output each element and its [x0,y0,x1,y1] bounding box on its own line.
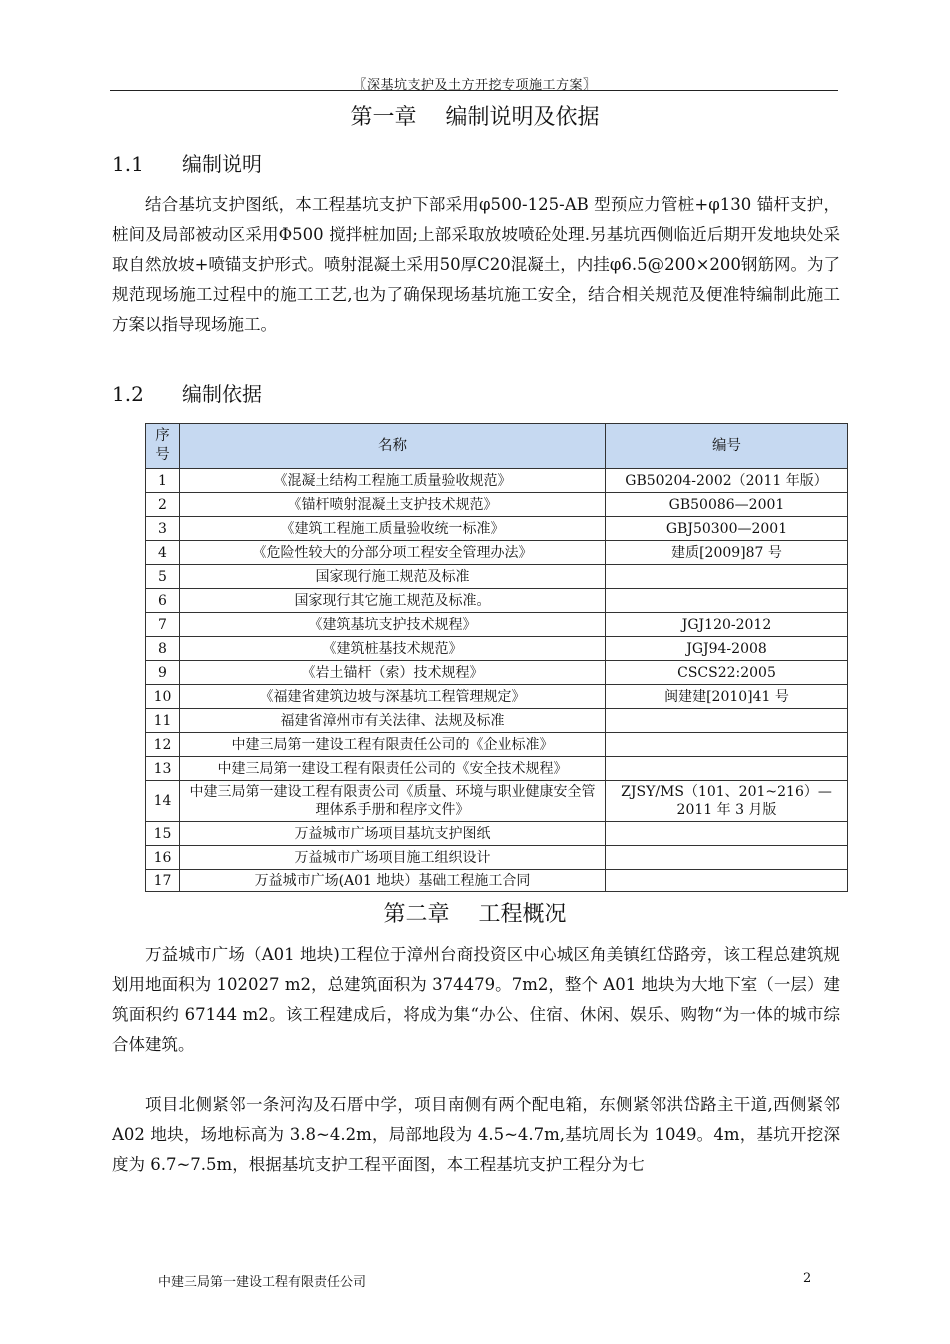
cell-seq: 5 [146,565,180,589]
chapter-2-title: 第二章 工程概况 [383,902,567,927]
cell-code: JGJ94-2008 [606,637,848,661]
table-row [146,637,848,661]
cell-seq: 13 [146,757,180,781]
cell-name: 《危险性较大的分部分项工程安全管理办法》 [180,541,606,565]
section-title: 编制依据 [182,382,262,406]
table-row [146,565,848,589]
reference-standards-table [145,423,848,892]
cell-seq: 12 [146,733,180,757]
cell-code [606,870,848,892]
cell-code: CSCS22:2005 [606,661,848,685]
table-header-row [146,424,848,469]
table-row [146,517,848,541]
cell-seq: 3 [146,517,180,541]
header-code: 编号 [606,424,848,469]
table-body [146,469,848,892]
cell-name: 中建三局第一建设工程有限责任公司的《企业标准》 [180,733,606,757]
header-name: 名称 [180,424,606,469]
cell-name: 《混凝土结构工程施工质量验收规范》 [180,469,606,493]
section-1-1-heading [112,148,262,177]
cell-code [606,709,848,733]
section-1-2-heading [112,378,262,407]
paragraph-text: 万益城市广场（A01 地块)工程位于漳州台商投资区中心城区角美镇红岱路旁，该工程总建筑规划用地面积为 102027 m2，总建筑面积为 374479。7m2，整个 A01 地块为大地下室（一层）建筑面积约 67144 m2。该工程建成后，将成为集“办公、住宿、休闲、娱乐、购物“为一体的城市综合体建筑。 [112,945,840,1054]
cell-seq: 6 [146,589,180,613]
cell-code [606,565,848,589]
table-row [146,757,848,781]
cell-name: 万益城市广场项目基坑支护图纸 [180,822,606,846]
table-row [146,469,848,493]
cell-name: 中建三局第一建设工程有限责公司《质量、环境与职业健康安全管理体系手册和程序文件》 [180,781,606,822]
running-header: 〖深基坑支护及土方开挖专项施工方案〗 [353,78,597,93]
cell-seq: 11 [146,709,180,733]
footer-company: 中建三局第一建设工程有限责任公司 [158,1275,367,1290]
cell-code: GBJ50300—2001 [606,517,848,541]
cell-name: 《锚杆喷射混凝土支护技术规范》 [180,493,606,517]
table-row [146,822,848,846]
cell-code [606,822,848,846]
cell-seq: 4 [146,541,180,565]
table-row [146,846,848,870]
cell-code: GB50204-2002（2011 年版） [606,469,848,493]
cell-name: 福建省漳州市有关法律、法规及标准 [180,709,606,733]
header-seq: 序号 [146,424,180,469]
table-row [146,661,848,685]
cell-seq: 15 [146,822,180,846]
table-row [146,493,848,517]
paragraph-text: 结合基坑支护图纸，本工程基坑支护下部采用φ500-125-AB 型预应力管桩+φ130 锚杆支护，桩间及局部被动区采用Φ500 搅拌桩加固;上部采取放坡喷砼处理.另基坑西侧临近后期开发地块处采取自然放坡+喷锚支护形式。喷射混凝土采用50厚C20混凝土，内挂φ6.5@200×200钢筋网。为了规范现场施工过程中的施工工艺,也为了确保现场基坑施工安全，结合相关规范及便准特编制此施工方案以指导现场施工。 [112,195,840,334]
table-row [146,685,848,709]
cell-name: 《岩土锚杆（索）技术规程》 [180,661,606,685]
table-row [146,733,848,757]
table-row [146,589,848,613]
cell-seq: 17 [146,870,180,892]
cell-seq: 9 [146,661,180,685]
cell-name: 《建筑桩基技术规范》 [180,637,606,661]
cell-code [606,757,848,781]
section-number: 1.1 [112,152,144,176]
section-title: 编制说明 [182,152,262,176]
cell-seq: 10 [146,685,180,709]
chapter-1-title: 第一章 编制说明及依据 [350,105,600,130]
cell-code: ZJSY/MS（101、201~216）—2011 年 3 月版 [606,781,848,822]
page-number: 2 [803,1271,812,1286]
section-number: 1.2 [112,382,144,406]
cell-seq: 1 [146,469,180,493]
table-row [146,709,848,733]
site-conditions-paragraph [112,1090,840,1180]
cell-name: 中建三局第一建设工程有限责任公司的《安全技术规程》 [180,757,606,781]
cell-code [606,846,848,870]
cell-name: 国家现行施工规范及标准 [180,565,606,589]
cell-code [606,733,848,757]
cell-code: 建质[2009]87 号 [606,541,848,565]
cell-code: GB50086—2001 [606,493,848,517]
header-divider [110,90,838,91]
compilation-notes-paragraph [112,190,840,340]
cell-seq: 14 [146,781,180,822]
cell-seq: 7 [146,613,180,637]
cell-name: 万益城市广场(A01 地块）基础工程施工合同 [180,870,606,892]
cell-name: 《福建省建筑边坡与深基坑工程管理规定》 [180,685,606,709]
cell-seq: 16 [146,846,180,870]
table-row [146,870,848,892]
cell-seq: 8 [146,637,180,661]
cell-name: 《建筑工程施工质量验收统一标准》 [180,517,606,541]
paragraph-text: 项目北侧紧邻一条河沟及石厝中学，项目南侧有两个配电箱，东侧紧邻洪岱路主干道,西侧紧邻 A02 地块，场地标高为 3.8~4.2m，局部地段为 4.5~4.7m,基坑周长为 1049。4m，基坑开挖深度为 6.7~7.5m，根据基坑支护工程平面图，本工程基坑支护工程分为七 [112,1095,840,1174]
cell-seq: 2 [146,493,180,517]
cell-name: 国家现行其它施工规范及标准。 [180,589,606,613]
table-row [146,541,848,565]
table-row [146,781,848,822]
table-row [146,613,848,637]
cell-code [606,589,848,613]
cell-code: JGJ120-2012 [606,613,848,637]
cell-name: 万益城市广场项目施工组织设计 [180,846,606,870]
cell-name: 《建筑基坑支护技术规程》 [180,613,606,637]
project-overview-paragraph [112,940,840,1060]
cell-code: 闽建建[2010]41 号 [606,685,848,709]
